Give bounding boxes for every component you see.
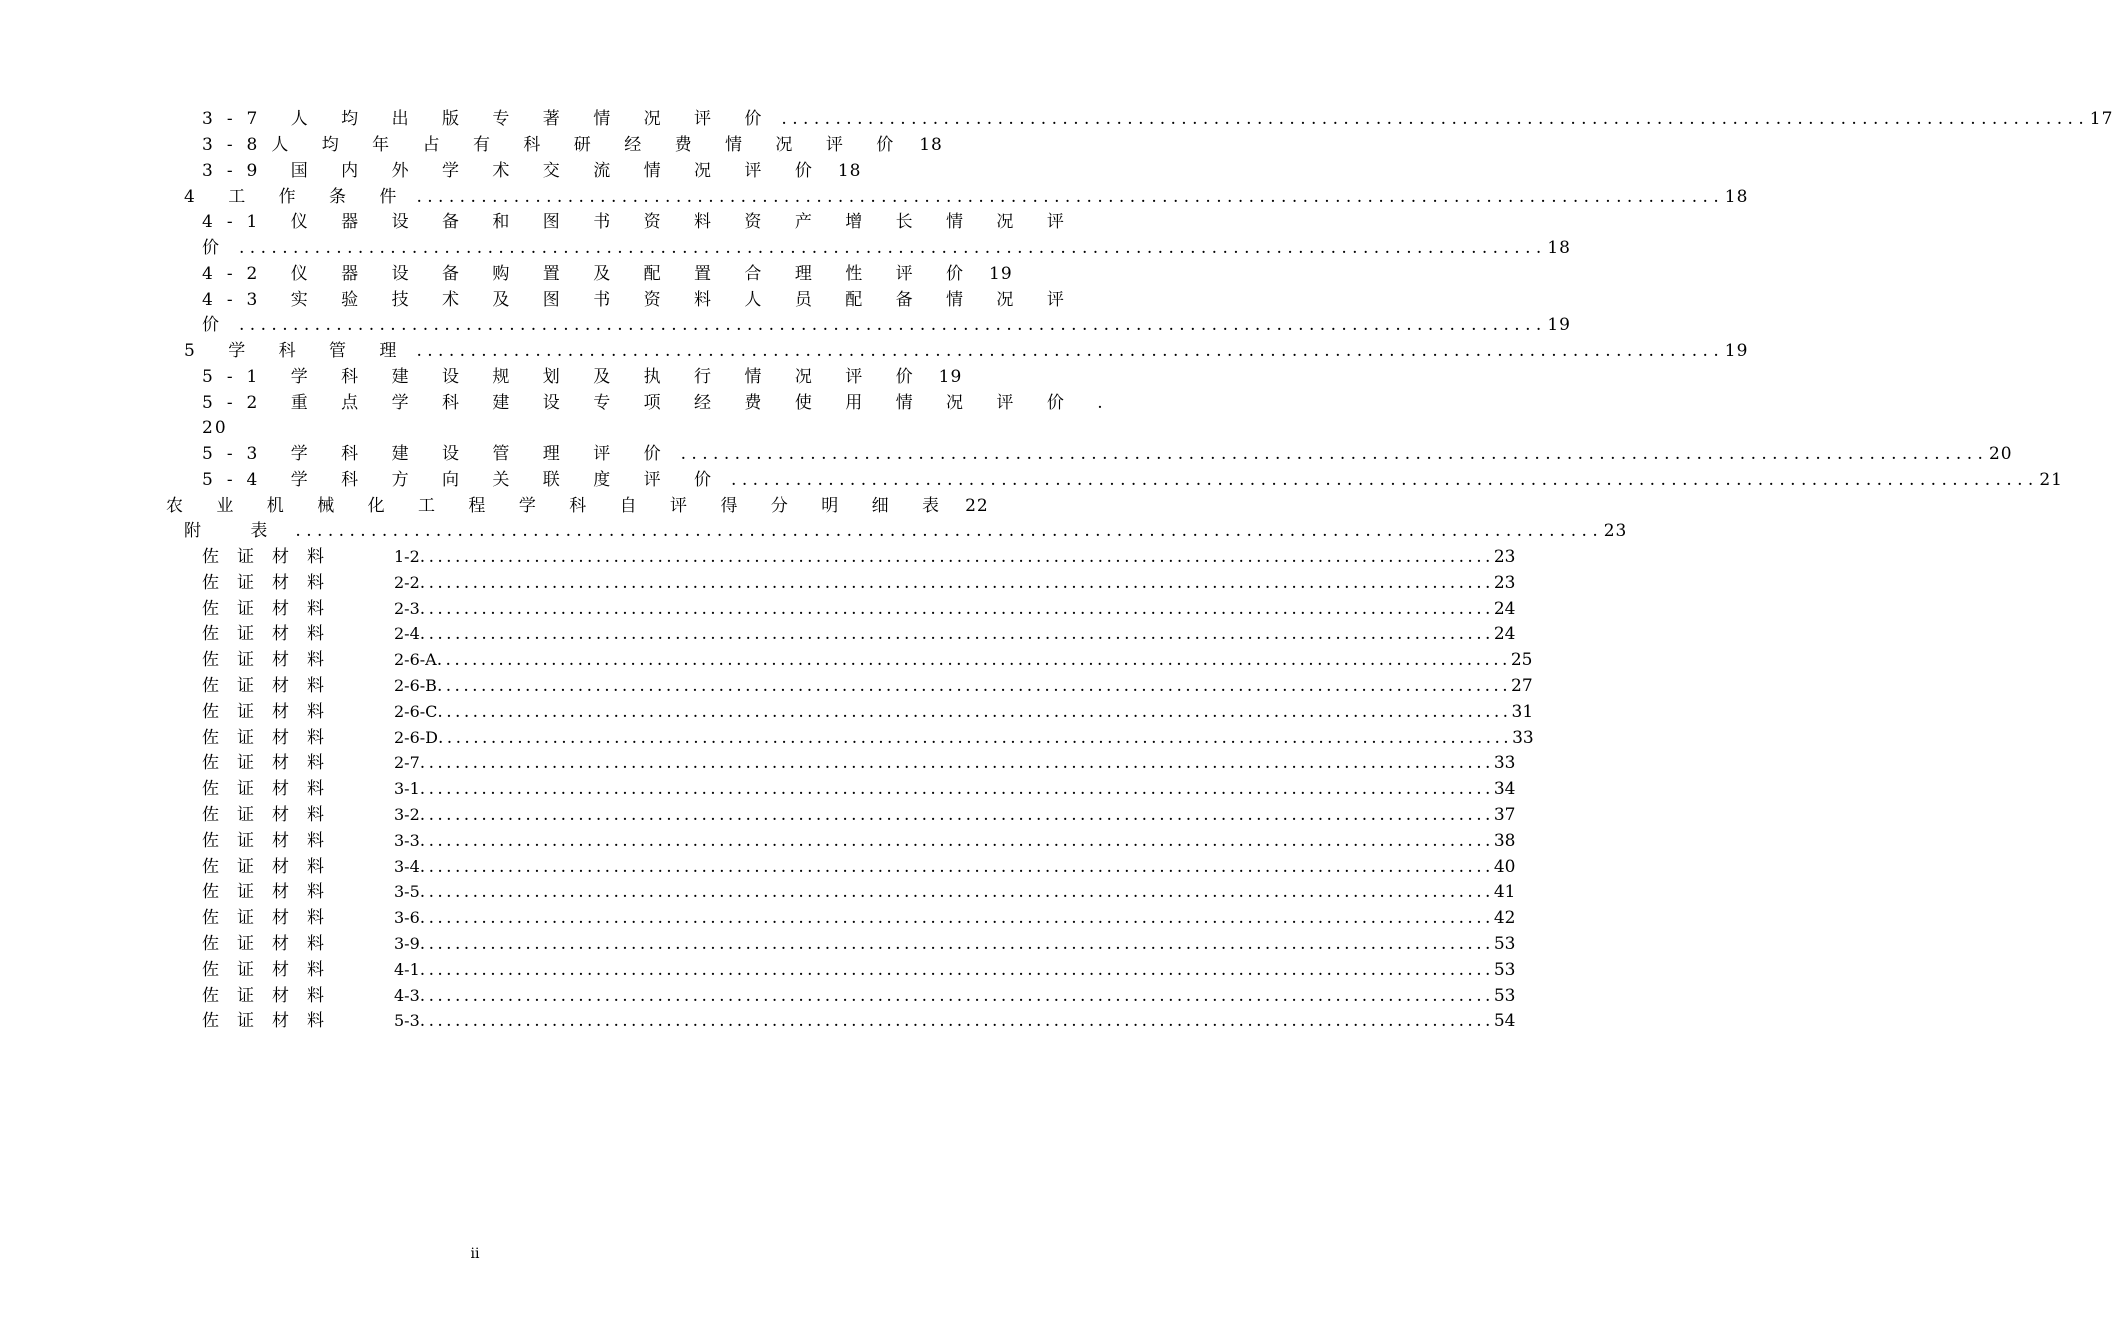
evidence-ref — [394, 700, 1534, 724]
dot-leader — [437, 700, 1511, 724]
toc-entry-page: 18 — [837, 161, 862, 181]
toc-entry-page: 21 — [2039, 470, 2063, 490]
toc-entry-title: 3-8人 均 年 占 有 科 研 经 费 情 况 评 价 — [202, 135, 908, 155]
evidence-ref — [394, 571, 1516, 595]
evidence-page: 33 — [1493, 753, 1516, 773]
evidence-entry[interactable] — [202, 571, 1516, 595]
toc-entry-page: 20 — [1988, 444, 2013, 464]
evidence-label: 佐证材料 — [202, 882, 342, 902]
toc-entry-5-1[interactable] — [202, 365, 963, 389]
evidence-label: 佐证材料 — [202, 831, 342, 851]
toc-entry-page: 19 — [1547, 315, 1571, 335]
evidence-label: 佐证材料 — [202, 573, 342, 593]
toc-entry-title: 4-1 仪 器 设 备 和 图 书 资 料 资 产 增 长 情 况 评 — [202, 212, 1078, 232]
dot-leader — [416, 185, 1718, 209]
toc-entry-3-9[interactable] — [202, 159, 862, 183]
evidence-code: 2-6-A — [394, 650, 437, 669]
toc-entry-3-8[interactable] — [202, 133, 943, 157]
toc-entry-4-2[interactable] — [202, 262, 1013, 286]
evidence-label: 佐证材料 — [202, 702, 342, 722]
evidence-ref — [394, 597, 1516, 621]
evidence-page: 40 — [1493, 857, 1516, 877]
toc-entry-title: 4-3 实 验 技 术 及 图 书 资 料 人 员 配 备 情 况 评 — [202, 290, 1078, 310]
dot-leader — [420, 1009, 1494, 1033]
toc-entry-page: 18 — [919, 135, 943, 155]
evidence-entry[interactable] — [202, 545, 1516, 569]
toc-entry-page: 19 — [1724, 341, 1749, 361]
evidence-code: 3-1 — [394, 779, 420, 798]
evidence-page: 53 — [1493, 960, 1516, 980]
evidence-code: 3-4 — [394, 857, 420, 876]
evidence-label: 佐证材料 — [202, 1011, 342, 1031]
toc-entry-title: 价 — [202, 238, 233, 258]
toc-entry-appendix[interactable] — [184, 519, 1628, 543]
evidence-code: 2-6-C — [394, 702, 438, 721]
dot-leader — [420, 571, 1494, 595]
toc-entry-5-3[interactable] — [202, 442, 2013, 466]
toc-entry-title: 3-9 国 内 外 学 术 交 流 情 况 评 价 — [202, 161, 826, 181]
evidence-code: 4-1 — [394, 960, 420, 979]
evidence-page: 41 — [1493, 882, 1516, 902]
dot-leader — [420, 777, 1494, 801]
dot-leader — [420, 855, 1494, 879]
evidence-ref — [394, 545, 1516, 569]
evidence-label: 佐证材料 — [202, 728, 342, 748]
evidence-entry[interactable] — [202, 777, 1516, 801]
dot-leader — [731, 468, 2033, 492]
evidence-entry[interactable] — [202, 932, 1516, 956]
evidence-page: 38 — [1493, 831, 1516, 851]
toc-entry-title: 附 表 — [184, 521, 290, 541]
dot-leader — [420, 958, 1494, 982]
evidence-entry[interactable] — [202, 958, 1516, 982]
evidence-page: 25 — [1510, 650, 1533, 670]
evidence-page: 34 — [1493, 779, 1516, 799]
evidence-code: 2-7 — [394, 753, 420, 772]
evidence-page: 27 — [1511, 676, 1533, 696]
toc-entry-3-7[interactable] — [202, 107, 2113, 131]
toc-entry-page: 18 — [1724, 187, 1749, 207]
evidence-code: 4-3 — [394, 986, 420, 1005]
dot-leader — [420, 829, 1494, 853]
dot-leader — [420, 932, 1494, 956]
toc-entry-page: 20 — [202, 418, 228, 438]
evidence-page: 24 — [1493, 624, 1516, 644]
evidence-entry[interactable] — [202, 984, 1516, 1008]
evidence-code: 3-2 — [394, 805, 420, 824]
evidence-entry[interactable] — [202, 622, 1516, 646]
evidence-ref — [394, 674, 1533, 698]
dot-leader — [420, 906, 1494, 930]
toc-entry-5[interactable] — [184, 339, 1749, 363]
evidence-ref — [394, 958, 1516, 982]
dot-leader — [781, 107, 2083, 131]
evidence-entry[interactable] — [202, 906, 1516, 930]
toc-entry-page: 19 — [938, 367, 963, 387]
evidence-ref — [394, 751, 1516, 775]
evidence-entry[interactable] — [202, 803, 1516, 827]
dot-leader — [420, 545, 1494, 569]
evidence-page: 31 — [1511, 702, 1534, 722]
evidence-code: 1-2 — [394, 547, 420, 566]
evidence-page: 33 — [1512, 728, 1534, 748]
evidence-page: 53 — [1493, 986, 1516, 1006]
dot-leader — [420, 597, 1494, 621]
evidence-page: 24 — [1493, 599, 1516, 619]
evidence-entry[interactable] — [202, 829, 1516, 853]
evidence-entry[interactable] — [202, 700, 1534, 724]
toc-entry-title: 3-7 人 均 出 版 专 著 情 况 评 价 — [202, 109, 776, 129]
evidence-ref — [394, 829, 1516, 853]
evidence-code: 3-6 — [394, 908, 420, 927]
evidence-label: 佐证材料 — [202, 624, 342, 644]
toc-entry-4-3-line2[interactable] — [202, 313, 1571, 337]
toc-entry-title: 5-2 重 点 学 科 建 设 专 项 经 费 使 用 情 况 评 价 . — [202, 393, 1117, 413]
evidence-label: 佐证材料 — [202, 986, 342, 1006]
evidence-label: 佐证材料 — [202, 908, 342, 928]
evidence-page: 37 — [1493, 805, 1516, 825]
dot-leader — [295, 519, 1597, 543]
evidence-code: 5-3 — [394, 1011, 420, 1030]
evidence-code: 2-6-B — [394, 676, 437, 695]
evidence-label: 佐证材料 — [202, 676, 342, 696]
evidence-ref — [394, 906, 1516, 930]
toc-entry-title: 5-1 学 科 建 设 规 划 及 执 行 情 况 评 价 — [202, 367, 927, 387]
dot-leader — [437, 674, 1511, 698]
dot-leader — [420, 751, 1494, 775]
evidence-code: 2-3 — [394, 599, 420, 618]
toc-entry-4[interactable] — [184, 185, 1749, 209]
evidence-ref — [394, 648, 1533, 672]
dot-leader — [420, 984, 1494, 1008]
evidence-entry[interactable] — [202, 880, 1516, 904]
toc-entry-page: 18 — [1547, 238, 1571, 258]
evidence-ref — [394, 880, 1516, 904]
toc-entry-title: 4 工 作 条 件 — [184, 187, 411, 207]
page-number: ii — [470, 1246, 480, 1262]
evidence-label: 佐证材料 — [202, 599, 342, 619]
toc-entry-title: 4-2 仪 器 设 备 购 置 及 配 置 合 理 性 评 价 — [202, 264, 978, 284]
evidence-entry[interactable] — [202, 597, 1516, 621]
toc-entry-page: 17 — [2089, 109, 2113, 129]
evidence-ref — [394, 1009, 1516, 1033]
evidence-ref — [394, 777, 1516, 801]
toc-entry-page: 19 — [989, 264, 1013, 284]
toc-entry-title: 5 学 科 管 理 — [184, 341, 411, 361]
dot-leader — [239, 313, 1541, 337]
dot-leader — [420, 622, 1494, 646]
toc-entry-4-1-line1[interactable] — [202, 210, 1078, 234]
evidence-page: 23 — [1493, 573, 1516, 593]
toc-entry-4-1-line2[interactable] — [202, 236, 1571, 260]
toc-entry-title: 5-3 学 科 建 设 管 理 评 价 — [202, 444, 675, 464]
evidence-ref — [394, 803, 1516, 827]
toc-entry-4-3-line1[interactable] — [202, 288, 1078, 312]
toc-entry-title: 价 — [202, 315, 233, 335]
evidence-label: 佐证材料 — [202, 805, 342, 825]
evidence-entry[interactable] — [202, 674, 1533, 698]
toc-entry-title: 5-4 学 科 方 向 关 联 度 评 价 — [202, 470, 726, 490]
evidence-code: 3-3 — [394, 831, 420, 850]
toc-entry-page: 22 — [965, 496, 989, 516]
evidence-code: 3-5 — [394, 882, 420, 901]
dot-leader — [681, 442, 1983, 466]
toc-entry-5-2-line1[interactable] — [202, 391, 1117, 415]
evidence-entry[interactable] — [202, 751, 1516, 775]
dot-leader — [420, 803, 1494, 827]
toc-entry-5-2-line2[interactable] — [202, 416, 838, 440]
dot-leader — [239, 236, 1541, 260]
toc-entry-score-detail[interactable] — [166, 494, 989, 518]
dot-leader — [438, 726, 1512, 750]
evidence-ref — [394, 726, 1534, 750]
dot-leader — [420, 880, 1494, 904]
evidence-code: 2-4 — [394, 624, 420, 643]
evidence-label: 佐证材料 — [202, 753, 342, 773]
evidence-label: 佐证材料 — [202, 934, 342, 954]
evidence-ref — [394, 984, 1516, 1008]
evidence-page: 54 — [1493, 1011, 1516, 1031]
evidence-page: 42 — [1493, 908, 1516, 928]
evidence-page: 23 — [1493, 547, 1516, 567]
evidence-label: 佐证材料 — [202, 779, 342, 799]
evidence-page: 53 — [1493, 934, 1516, 954]
toc-entry-5-4[interactable] — [202, 468, 2063, 492]
dot-leader — [416, 339, 1718, 363]
evidence-ref — [394, 855, 1516, 879]
evidence-code: 2-2 — [394, 573, 420, 592]
toc-entry-page: 23 — [1603, 521, 1628, 541]
toc-entry-title: 农 业 机 械 化 工 程 学 科 自 评 得 分 明 细 表 — [166, 496, 954, 516]
dot-leader — [437, 648, 1511, 672]
evidence-ref — [394, 622, 1516, 646]
evidence-label: 佐证材料 — [202, 650, 342, 670]
evidence-label: 佐证材料 — [202, 960, 342, 980]
evidence-code: 3-9 — [394, 934, 420, 953]
evidence-label: 佐证材料 — [202, 857, 342, 877]
evidence-label: 佐证材料 — [202, 547, 342, 567]
evidence-ref — [394, 932, 1516, 956]
evidence-entry[interactable] — [202, 648, 1533, 672]
evidence-entry[interactable] — [202, 1009, 1516, 1033]
evidence-entry[interactable] — [202, 855, 1516, 879]
evidence-code: 2-6-D — [394, 728, 438, 747]
evidence-entry[interactable] — [202, 726, 1534, 750]
